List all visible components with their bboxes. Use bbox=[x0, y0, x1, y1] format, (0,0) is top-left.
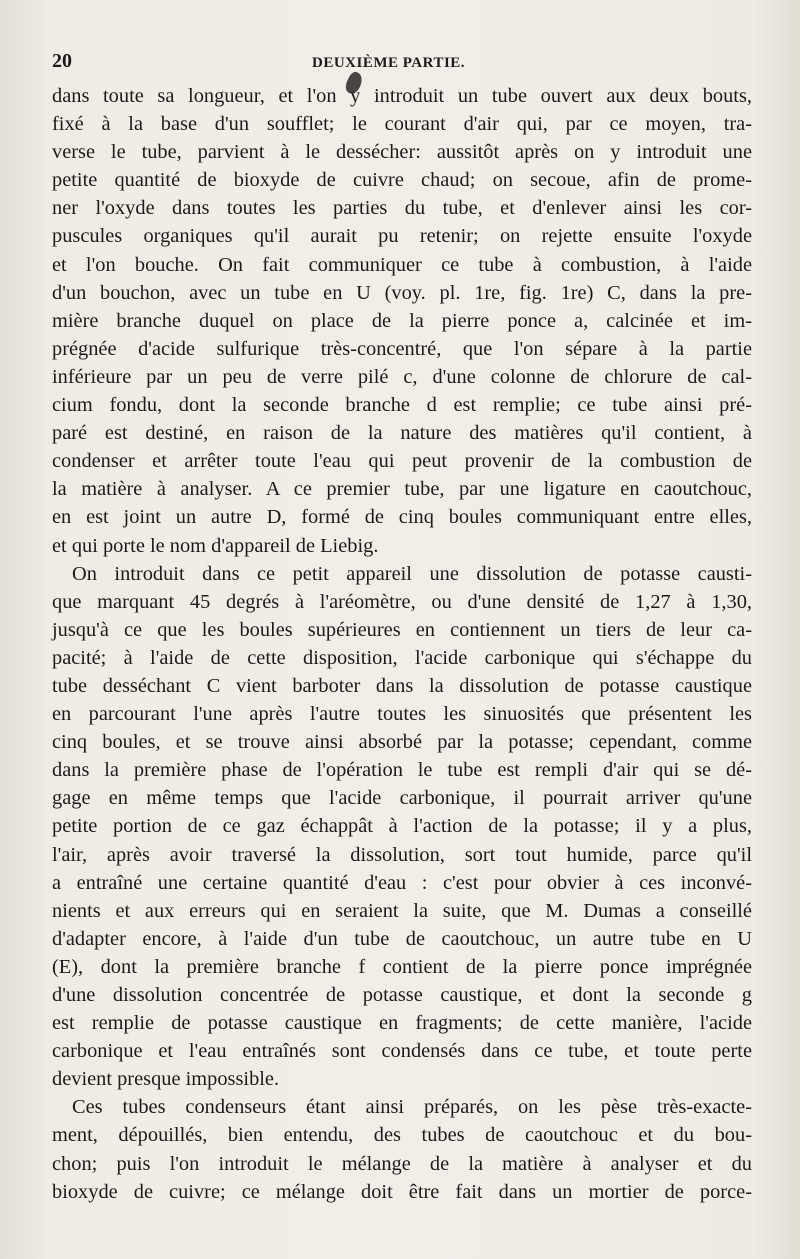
text-line: verse le tube, parvient à le dessécher: aussitôt après on y introduit une bbox=[52, 141, 752, 164]
text-line: cium fondu, dont la seconde branche d est remplie; ce tube ainsi pré- bbox=[52, 394, 752, 417]
paragraph bbox=[52, 1093, 752, 1205]
text-line: en est joint un autre D, formé de cinq boules communiquant entre elles, bbox=[52, 506, 752, 529]
text-line: Ces tubes condenseurs étant ainsi préparés, on les pèse très-exacte- bbox=[72, 1096, 752, 1119]
text-line: mière branche duquel on place de la pierre ponce a, calcinée et im- bbox=[52, 309, 752, 332]
text-line: pacité; à l'aide de cette disposition, l'acide carbonique qui s'échappe du bbox=[52, 646, 752, 669]
text-line: d'un bouchon, avec un tube en U (voy. pl. 1re, fig. 1re) C, dans la pre- bbox=[52, 281, 752, 304]
text-line: est remplie de potasse caustique en fragments; de cette manière, l'acide bbox=[52, 1012, 752, 1035]
text-line: petite quantité de bioxyde de cuivre chaud; on secoue, afin de prome- bbox=[52, 169, 752, 192]
page-header bbox=[52, 50, 752, 80]
text-line: que marquant 45 degrés à l'aréomètre, ou d'une densité de 1,27 à 1,30, bbox=[52, 590, 752, 613]
text-line: d'une dissolution concentrée de potasse caustique, et dont la seconde g bbox=[52, 984, 752, 1006]
text-line: et l'on bouche. On fait communiquer ce tube à combustion, à l'aide bbox=[52, 253, 752, 276]
text-line: nients et aux erreurs qui en seraient la suite, que M. Dumas a conseillé bbox=[52, 899, 752, 922]
text-line: bioxyde de cuivre; ce mélange doit être fait dans un mortier de porce- bbox=[52, 1180, 752, 1203]
text-line: dans toute sa longueur, et l'on y introduit un tube ouvert aux deux bouts, bbox=[52, 85, 752, 107]
page-number: 20 bbox=[52, 50, 72, 72]
text-line: petite portion de ce gaz échappât à l'action de la potasse; il y a plus, bbox=[52, 815, 752, 838]
text-line: dans la première phase de l'opération le tube est rempli d'air qui se dé- bbox=[52, 759, 752, 782]
running-head: DEUXIÈME PARTIE. bbox=[312, 55, 466, 71]
text-line: l'air, après avoir traversé la dissolution, sort tout humide, parce qu'il bbox=[52, 843, 752, 866]
text-line: prégnée d'acide sulfurique très-concentré, que l'on sépare à la partie bbox=[52, 337, 752, 360]
text-line: (E), dont la première branche f contient de la pierre ponce imprégnée bbox=[52, 955, 752, 978]
text-line: et qui porte le nom d'appareil de Liebig. bbox=[52, 534, 379, 557]
paragraph bbox=[52, 82, 752, 560]
text-line: paré est destiné, en raison de la nature des matières qu'il contient, à bbox=[52, 422, 752, 445]
text-line: la matière à analyser. A ce premier tube, par une ligature en caoutchouc, bbox=[52, 478, 752, 501]
text-line: gage en même temps que l'acide carbonique, il pourrait arriver qu'une bbox=[52, 787, 752, 810]
text-line: carbonique et l'eau entraînés sont condensés dans ce tube, et toute perte bbox=[52, 1040, 752, 1063]
text-line: fixé à la base d'un soufflet; le courant d'air qui, par ce moyen, tra- bbox=[52, 113, 752, 136]
text-line: tube desséchant C vient barboter dans la dissolution de potasse caustique bbox=[52, 674, 752, 697]
text-line: a entraîné une certaine quantité d'eau : c'est pour obvier à ces inconvé- bbox=[52, 871, 752, 894]
text-line: puscules organiques qu'il aurait pu retenir; on rejette ensuite l'oxyde bbox=[52, 225, 752, 248]
text-line: d'adapter encore, à l'aide d'un tube de caoutchouc, un autre tube en U bbox=[52, 927, 752, 950]
text-line: On introduit dans ce petit appareil une dissolution de potasse causti- bbox=[72, 562, 752, 585]
text-line: ment, dépouillés, bien entendu, des tubes de caoutchouc et du bou- bbox=[52, 1124, 752, 1147]
text-line: inférieure par un peu de verre pilé c, d'une colonne de chlorure de cal- bbox=[52, 365, 752, 388]
body-text bbox=[52, 82, 752, 1206]
text-line: en parcourant l'une après l'autre toutes les sinuosités que présentent les bbox=[52, 703, 752, 726]
paragraph bbox=[52, 560, 752, 1094]
text-line: chon; puis l'on introduit le mélange de la matière à analyser et du bbox=[52, 1152, 752, 1175]
text-line: condenser et arrêter toute l'eau qui peut provenir de la combustion de bbox=[52, 450, 752, 473]
text-line: ner l'oxyde dans toutes les parties du tube, et d'enlever ainsi les cor- bbox=[52, 197, 752, 220]
text-line: devient presque impossible. bbox=[52, 1068, 280, 1091]
text-line: jusqu'à ce que les boules supérieures en contiennent un tiers de leur ca- bbox=[52, 618, 752, 641]
text-line: cinq boules, et se trouve ainsi absorbé par la potasse; cependant, comme bbox=[52, 731, 752, 754]
